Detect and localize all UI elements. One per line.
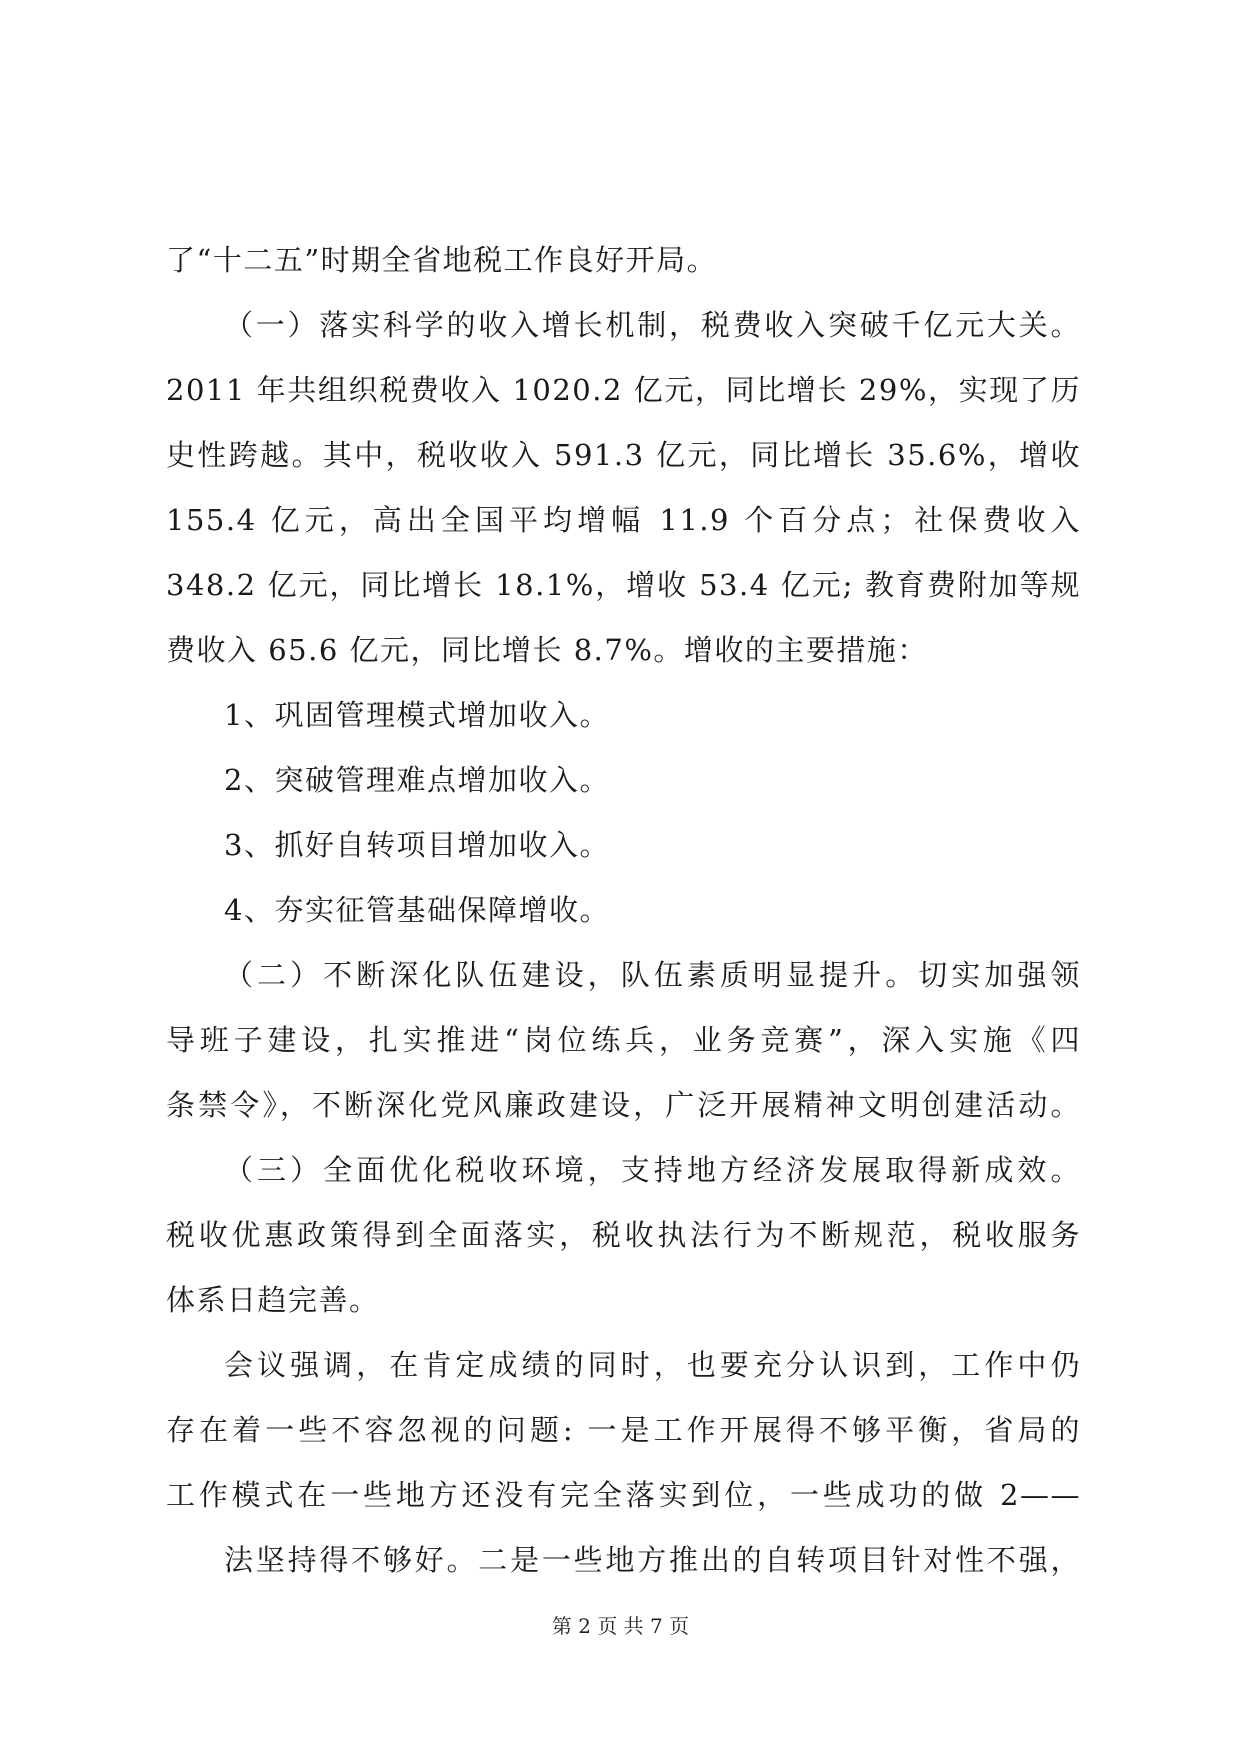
text-line: 史性跨越。其中，税收收入 591.3 亿元，同比增长 35.6%，增收 (166, 438, 1081, 472)
text-line: 155.4 亿元，高出全国平均增幅 11.9 个百分点；社保费收入 (166, 503, 1081, 537)
text-line: 工作模式在一些地方还没有完全落实到位，一些成功的做 2—— (166, 1478, 1081, 1512)
text-line: 导班子建设，扎实推进“岗位练兵，业务竞赛”，深入实施《四 (166, 1023, 1081, 1057)
text-line: （二）不断深化队伍建设，队伍素质明显提升。切实加强领 (224, 958, 1081, 992)
list-item: 1、巩固管理模式增加收入。 (224, 698, 610, 732)
text-line: （一）落实科学的收入增长机制，税费收入突破千亿元大关。 (224, 308, 1081, 342)
text-line: 348.2 亿元，同比增长 18.1%，增收 53.4 亿元; 教育费附加等规 (166, 568, 1081, 602)
document-body (166, 228, 1081, 1593)
text-line: 法坚持得不够好。二是一些地方推出的自转项目针对性不强， (224, 1543, 1081, 1577)
text-line: 税收优惠政策得到全面落实，税收执法行为不断规范，税收服务 (166, 1218, 1081, 1252)
text-line: 费收入 65.6 亿元，同比增长 8.7%。增收的主要措施： (166, 633, 928, 667)
text-line: 条禁令》，不断深化党风廉政建设，广泛开展精神文明创建活动。 (166, 1088, 1081, 1122)
text-line: 2011 年共组织税费收入 1020.2 亿元，同比增长 29%，实现了历 (166, 373, 1081, 407)
text-line: 了“十二五”时期全省地税工作良好开局。 (166, 243, 718, 277)
list-item: 4、夯实征管基础保障增收。 (224, 893, 610, 927)
list-item: 2、突破管理难点增加收入。 (224, 763, 610, 797)
text-line: （三）全面优化税收环境，支持地方经济发展取得新成效。 (224, 1153, 1081, 1187)
text-line: 体系日趋完善。 (166, 1283, 380, 1317)
list-item: 3、抓好自转项目增加收入。 (224, 828, 610, 862)
page-number-footer: 第 2 页 共 7 页 (551, 1614, 690, 1638)
text-line: 会议强调，在肯定成绩的同时，也要充分认识到，工作中仍 (224, 1348, 1081, 1382)
text-line: 存在着一些不容忽视的问题: 一是工作开展得不够平衡，省局的 (166, 1413, 1081, 1447)
